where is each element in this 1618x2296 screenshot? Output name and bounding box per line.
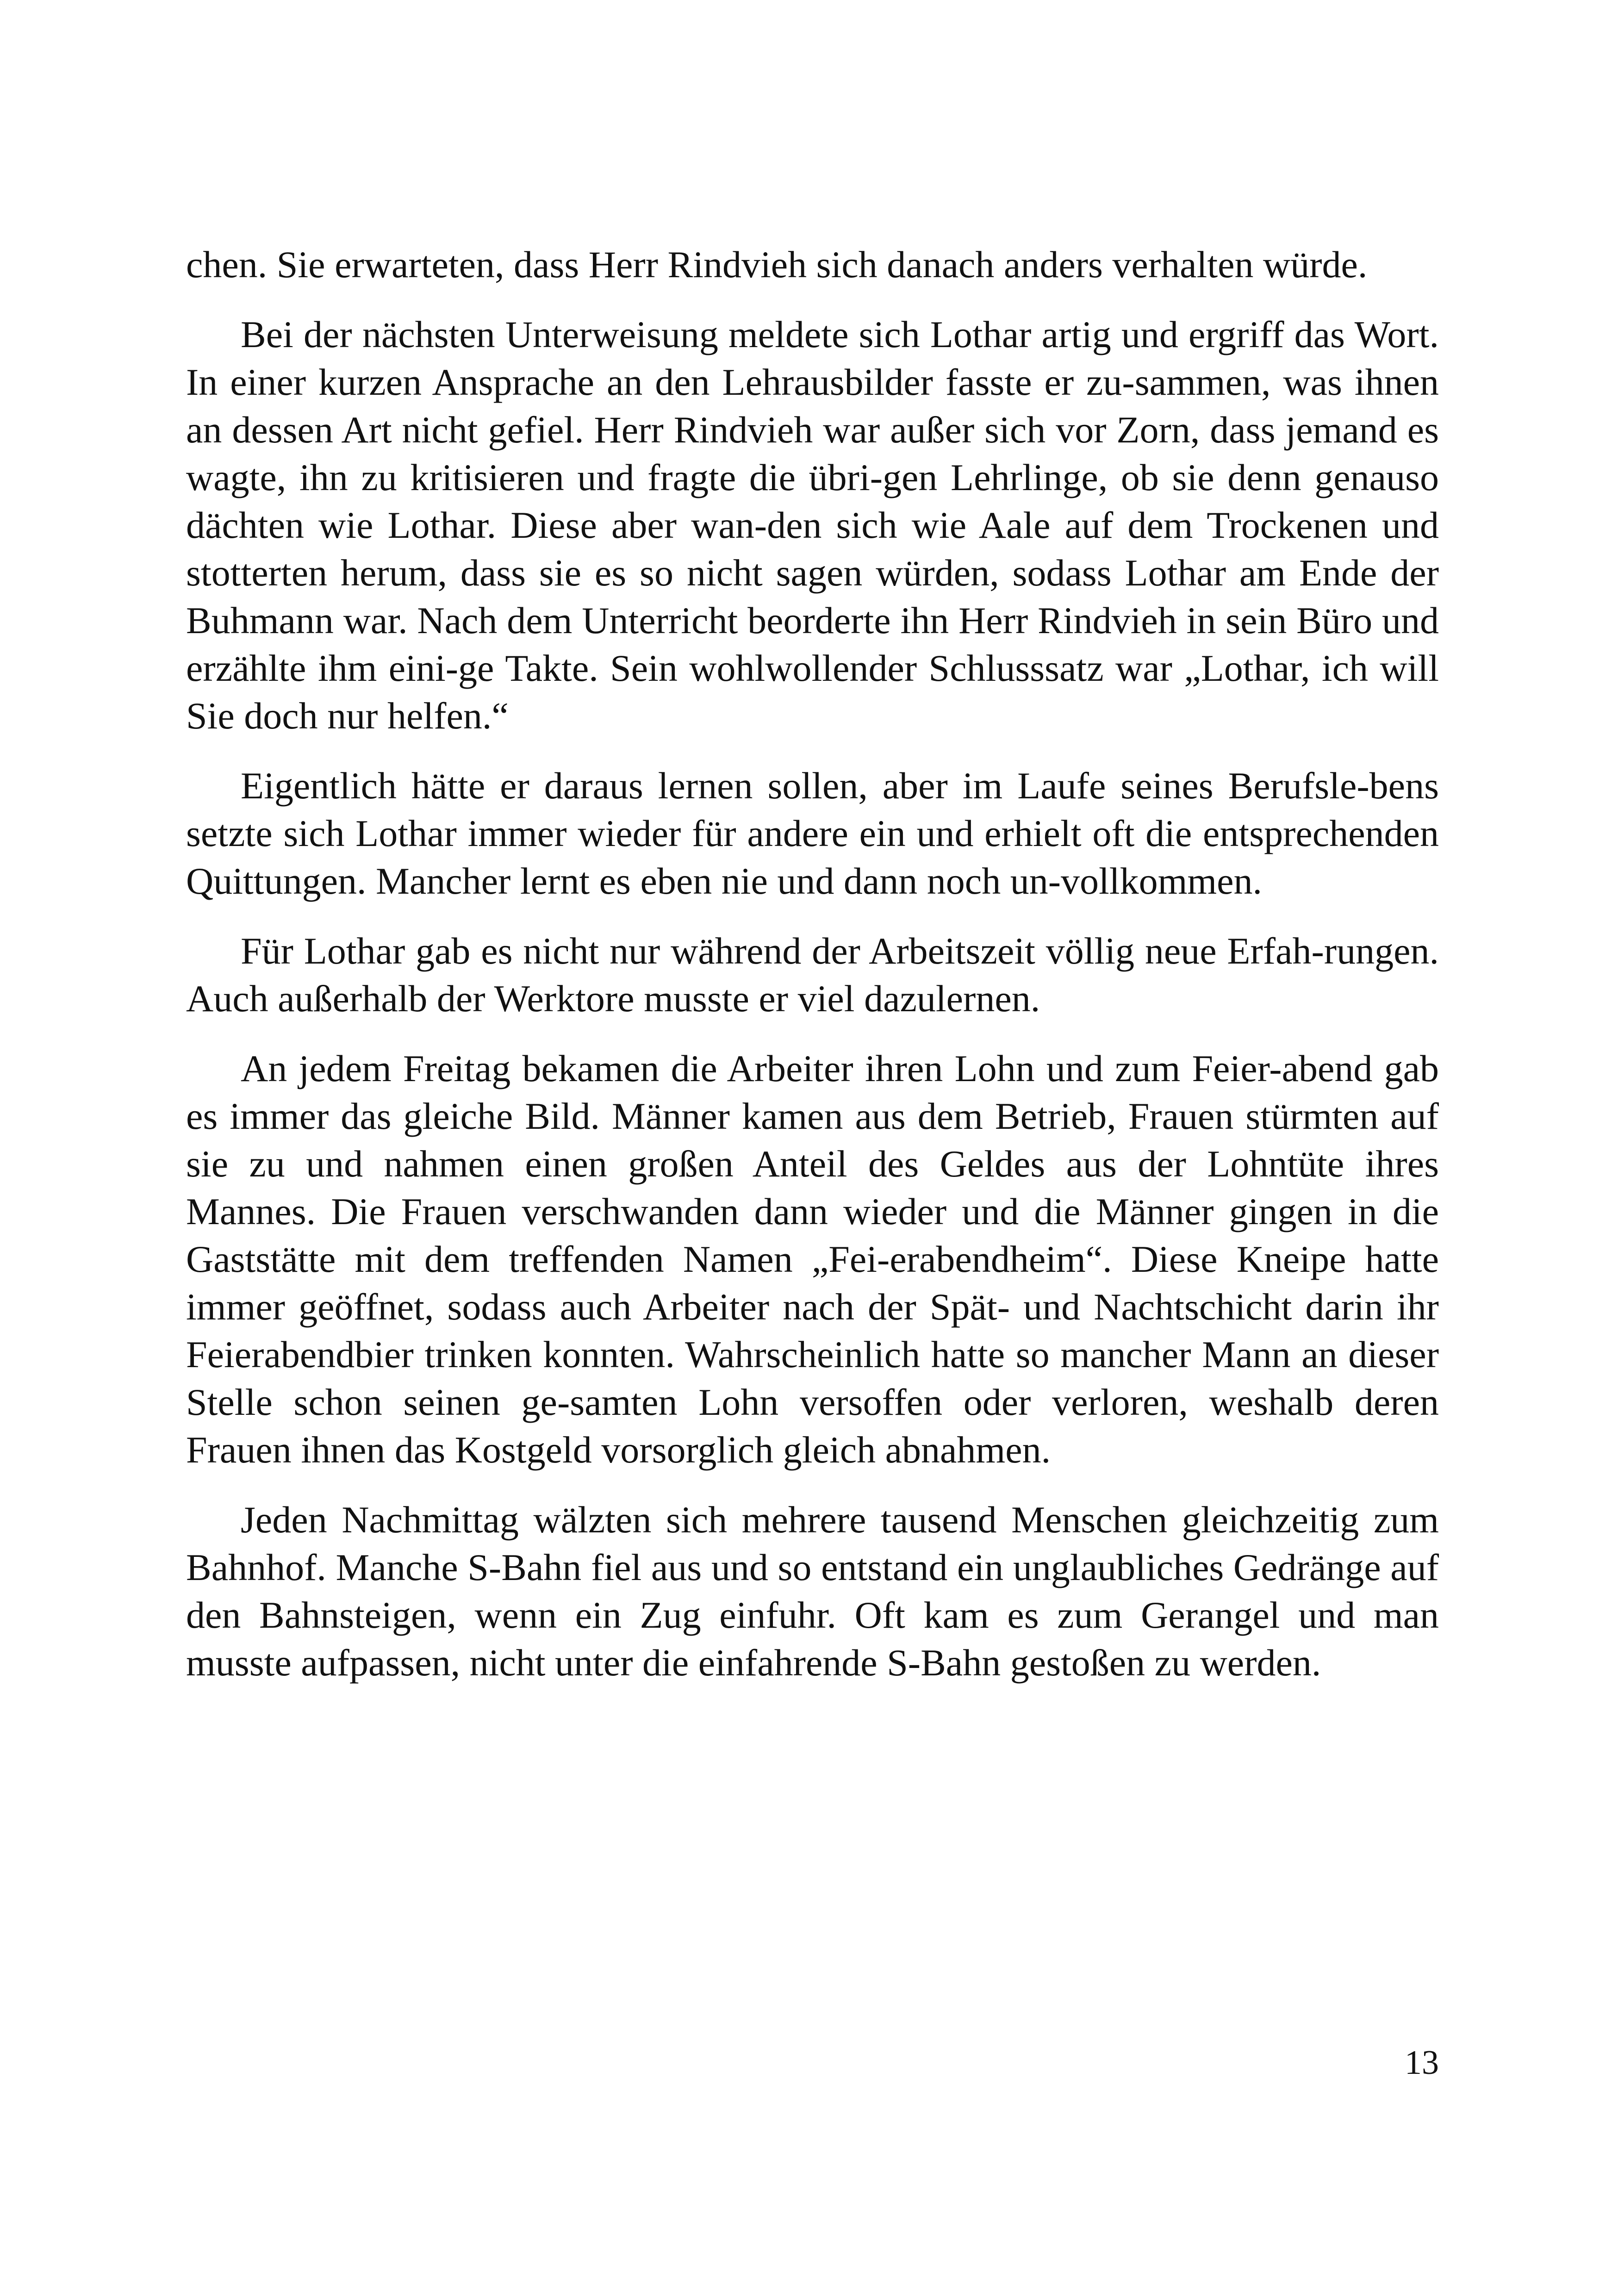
paragraph-unterweisung: Bei der nächsten Unterweisung meldete sich Lothar artig und ergriff das Wort. In einer kurzen Ansprache an den Lehrausbilder fasste er zu-sammen, was ihnen an dessen Art nicht gefiel. Herr Rindvieh war außer sich vor Zorn, dass jemand es wagte, ihn zu kritisieren und fragte die übri-gen Lehrlinge, ob sie denn genauso dächten wie Lothar. Diese aber wan-den sich wie Aale auf dem Trockenen und stotterten herum, dass sie es so nicht sagen würden, sodass Lothar am Ende der Buhmann war. Nach dem Unterricht beorderte ihn Herr Rindvieh in sein Büro und erzählte ihm eini-ge Takte. Sein wohlwollender Schlusssatz war „Lothar, ich will Sie doch nur helfen.“ (186, 313, 1439, 737)
page-number: 13 (1405, 2044, 1439, 2082)
paragraph-erfahrungen: Für Lothar gab es nicht nur während der Arbeitszeit völlig neue Erfah-rungen. Auch außerhalb der Werktore musste er viel dazulernen. (186, 930, 1439, 1020)
body-text (186, 241, 1439, 1686)
paragraph-continuation: chen. Sie erwarteten, dass Herr Rindvieh sich danach anders verhalten würde. (186, 243, 1368, 286)
paragraph-bahnhof: Jeden Nachmittag wälzten sich mehrere tausend Menschen gleichzeitig zum Bahnhof. Manche S-Bahn fiel aus und so entstand ein unglaubliches Gedränge auf den Bahnsteigen, wenn ein Zug einfuhr. Oft kam es zum Gerangel und man musste aufpassen, nicht unter die einfahrende S-Bahn gestoßen zu werden. (186, 1499, 1439, 1684)
paragraph-freitag-lohn: An jedem Freitag bekamen die Arbeiter ihren Lohn und zum Feier-abend gab es immer das gleiche Bild. Männer kamen aus dem Betrieb, Frauen stürmten auf sie zu und nahmen einen großen Anteil des Geldes aus der Lohntüte ihres Mannes. Die Frauen verschwanden dann wieder und die Männer gingen in die Gaststätte mit dem treffenden Namen „Fei-erabendheim“. Diese Kneipe hatte immer geöffnet, sodass auch Arbeiter nach der Spät- und Nachtschicht darin ihr Feierabendbier trinken konnten. Wahrscheinlich hatte so mancher Mann an dieser Stelle schon seinen ge-samten Lohn versoffen oder verloren, weshalb deren Frauen ihnen das Kostgeld vorsorglich gleich abnahmen. (186, 1047, 1439, 1471)
paragraph-berufsleben: Eigentlich hätte er daraus lernen sollen, aber im Laufe seines Berufsle-bens setzte sich Lothar immer wieder für andere ein und erhielt oft die entsprechenden Quittungen. Mancher lernt es eben nie und dann noch un-vollkommen. (186, 765, 1439, 902)
